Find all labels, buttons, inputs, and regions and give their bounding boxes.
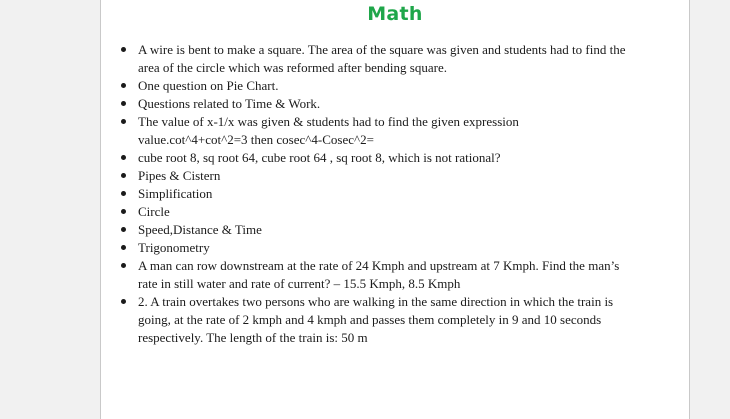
bullet-icon: [121, 209, 126, 214]
list-item: [138, 185, 628, 203]
bullet-icon: [121, 119, 126, 124]
list-item-text: cube root 8, sq root 64, cube root 64 , sq root 8, which is not rational?: [138, 150, 501, 165]
bullet-icon: [121, 155, 126, 160]
list-item: [138, 149, 628, 167]
bullet-icon: [121, 47, 126, 52]
list-item: [138, 77, 628, 95]
bullet-icon: [121, 173, 126, 178]
question-list: [138, 41, 628, 347]
list-item: [138, 203, 628, 221]
list-item: [138, 95, 628, 113]
bullet-icon: [121, 227, 126, 232]
list-item: [138, 41, 628, 77]
bullet-icon: [121, 245, 126, 250]
list-item-text: Circle: [138, 204, 170, 219]
list-item: [138, 167, 628, 185]
list-item-text: Questions related to Time & Work.: [138, 96, 321, 111]
list-item-text: Speed,Distance & Time: [138, 222, 262, 237]
bullet-icon: [121, 101, 126, 106]
list-item-text: 2. A train overtakes two persons who are walking in the same direction in which the train is going, at the rate of 2 kmph and 4 kmph and passes them completely in 9 and 10 seconds respectively. The length of the train is: 50 m: [138, 294, 614, 345]
list-item-text: The value of x-1/x was given & students had to find the given expression value.cot^4+cot^2=3 then cosec^4-Cosec^2=: [138, 114, 519, 147]
list-item-text: A man can row downstream at the rate of 24 Kmph and upstream at 7 Kmph. Find the man’s rate in still water and rate of current? – 15.5 Kmph, 8.5 Kmph: [138, 258, 620, 291]
list-item-text: Trigonometry: [138, 240, 210, 255]
bullet-icon: [121, 263, 126, 268]
list-item-text: Simplification: [138, 186, 213, 201]
page-title: Math: [367, 3, 423, 25]
list-item: [138, 113, 628, 149]
document-page: [100, 0, 690, 419]
list-item: [138, 293, 628, 347]
list-item-text: Pipes & Cistern: [138, 168, 221, 183]
list-item: [138, 239, 628, 257]
bullet-icon: [121, 83, 126, 88]
list-item: [138, 257, 628, 293]
bullet-icon: [121, 299, 126, 304]
list-item-text: One question on Pie Chart.: [138, 78, 279, 93]
list-item: [138, 221, 628, 239]
bullet-icon: [121, 191, 126, 196]
list-item-text: A wire is bent to make a square. The area of the square was given and students had to find the area of the circle which was reformed after bending square.: [138, 42, 626, 75]
